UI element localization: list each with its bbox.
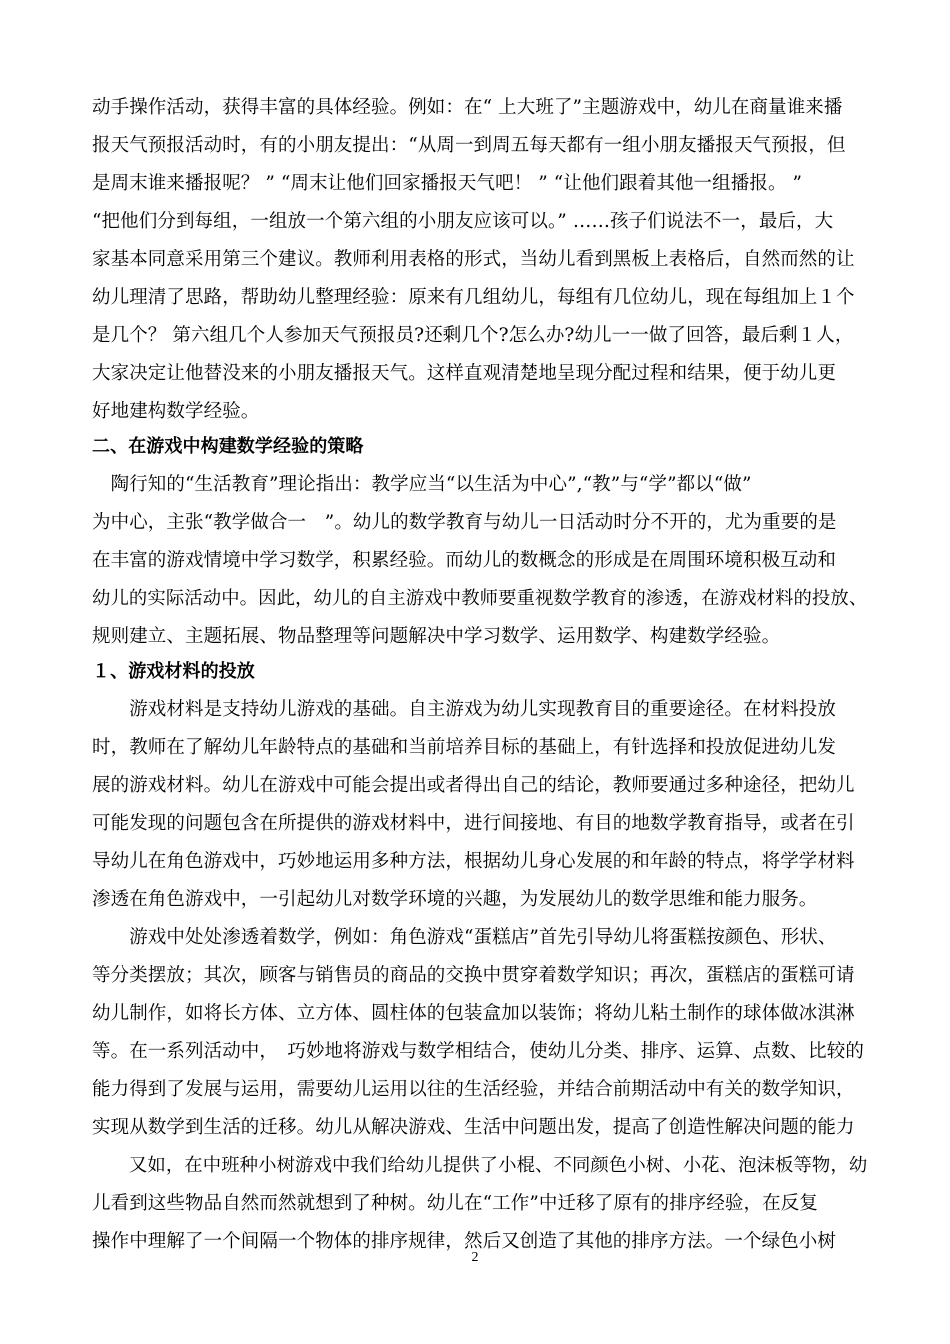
paragraph-line: 家基本同意采用第三个建议。教师利用表格的形式，当幼儿看到黑板上表格后，自然而然的让 (92, 249, 855, 270)
paragraph-line: 幼儿的实际活动中。因此，幼儿的自主游戏中教师要重视数学教育的渗透，在游戏材料的投放、 (92, 588, 868, 609)
paragraph-line: 在丰富的游戏情境中学习数学，积累经验。而幼儿的数概念的形成是在周围环境积极互动和 (92, 550, 837, 571)
paragraph-line: 报天气预报活动时，有的小朋友提出：“从周一到周五每天都有一组小朋友播报天气预报，但 (92, 135, 846, 156)
paragraph-line: “把他们分到每组，一组放一个第六组的小朋友应该可以。” ……孩子们说法不一，最后，大 (92, 211, 834, 232)
paragraph-line: 导幼儿在角色游戏中，巧妙地运用多种方法，根据幼儿身心发展的和年龄的特点，将学学材料 (92, 851, 855, 872)
subsection-heading: １、游戏材料的投放 (92, 661, 255, 682)
paragraph-line: 等分类摆放；其次，顾客与销售员的商品的交换中贯穿着数学知识；再次，蛋糕店的蛋糕可请 (92, 965, 855, 986)
paragraph-line: 能力得到了发展与运用，需要幼儿运用以往的生活经验，并结合前期活动中有关的数学知识， (92, 1079, 855, 1100)
paragraph-line: 操作中理解了一个间隔一个物体的排序规律，然后又创造了其他的排序方法。一个绿色小树 (92, 1231, 837, 1252)
paragraph-line: 是几个？ 第六组几个人参加天气预报员?还剩几个?怎么办?幼儿一一做了回答，最后剩１人， (92, 325, 854, 346)
paragraph-line: 渗透在角色游戏中，一引起幼儿对数学环境的兴趣，为发展幼儿的数学思维和能力服务。 (92, 889, 818, 910)
paragraph-line: 等。在一系列活动中， 巧妙地将游戏与数学相结合，使幼儿分类、排序、运算、点数、比较的 (92, 1041, 864, 1062)
paragraph-line: 又如，在中班种小树游戏中我们给幼儿提供了小棍、不同颜色小树、小花、泡沫板等物，幼 (92, 1155, 868, 1176)
paragraph-line: 儿看到这些物品自然而然就想到了种树。幼儿在“工作”中迁移了原有的排序经验，在反复 (92, 1193, 818, 1214)
paragraph-line: 时，教师在了解幼儿年龄特点的基础和当前培养目标的基础上，有针选择和投放促进幼儿发 (92, 737, 837, 758)
paragraph-line: 陶行知的“生活教育”理论指出：教学应当“以生活为中心”,“教”与“学”都以“做” (92, 474, 752, 495)
paragraph-line: 规则建立、主题拓展、物品整理等问题解决中学习数学、运用数学、构建数学经验。 (92, 626, 781, 647)
paragraph-line: 幼儿制作，如将长方体、立方体、圆柱体的包装盒加以装饰；将幼儿粘土制作的球体做冰淇淋 (92, 1003, 855, 1024)
section-heading: 二、在游戏中构建数学经验的策略 (92, 436, 364, 457)
paragraph-line: 展的游戏材料。幼儿在游戏中可能会提出或者得出自己的结论，教师要通过多种途径，把幼儿 (92, 775, 855, 796)
paragraph-line: 大家决定让他替没来的小朋友播报天气。这样直观清楚地呈现分配过程和结果，便于幼儿更 (92, 363, 837, 384)
paragraph-line: 幼儿理清了思路，帮助幼儿整理经验：原来有几组幼儿，每组有几位幼儿，现在每组加上１个 (92, 287, 855, 308)
paragraph-line: 是周末谁来播报呢？ ” “周末让他们回家播报天气吧！ ” “让他们跟着其他一组播报。 ” (92, 173, 803, 194)
paragraph-line: 游戏中处处渗透着数学，例如：角色游戏“蛋糕店”首先引导幼儿将蛋糕按颜色、形状、 (92, 927, 837, 948)
paragraph-line: 为中心，主张“教学做合一 ”。幼儿的数学教育与幼儿一日活动时分不开的，尤为重要的是 (92, 512, 837, 533)
page-number: 2 (471, 1250, 479, 1265)
paragraph-line: 动手操作活动，获得丰富的具体经验。例如：在“ 上大班了”主题游戏中，幼儿在商量谁来播 (92, 97, 843, 118)
paragraph-line: 游戏材料是支持幼儿游戏的基础。自主游戏为幼儿实现教育目的重要途径。在材料投放 (92, 699, 837, 720)
paragraph-line: 实现从数学到生活的迁移。幼儿从解决游戏、生活中问题出发，提高了创造性解决问题的能力 (92, 1117, 855, 1138)
paragraph-line: 可能发现的问题包含在所提供的游戏材料中，进行间接地、有目的地数学教育指导，或者在引 (92, 813, 855, 834)
paragraph-line: 好地建构数学经验。 (92, 401, 260, 422)
